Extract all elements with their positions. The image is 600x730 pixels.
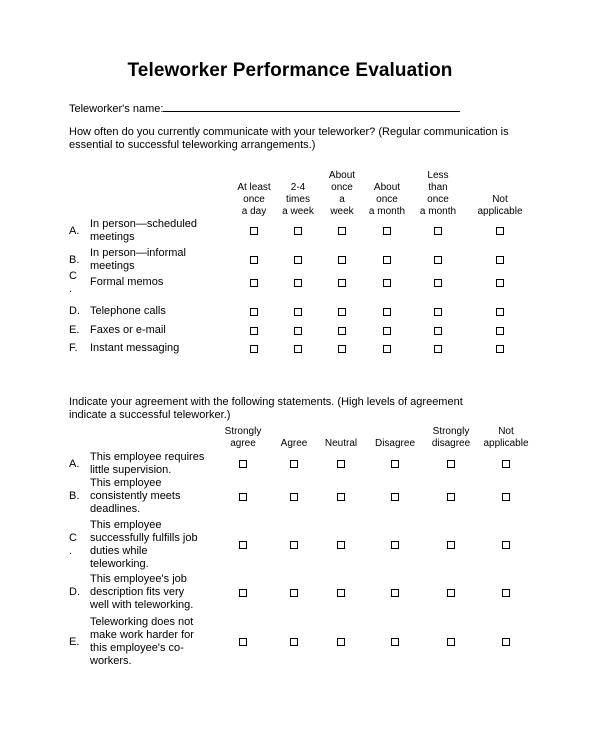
agreement-column-header	[325, 438, 357, 450]
frequency-checkbox[interactable]	[434, 227, 442, 235]
agreement-checkbox[interactable]	[337, 493, 345, 501]
agreement-column-header-line: Strongly	[432, 426, 470, 437]
frequency-row-label-line: In person—scheduled	[90, 218, 198, 230]
frequency-checkbox[interactable]	[434, 279, 442, 287]
agreement-row-label-line: This employee	[90, 477, 162, 489]
frequency-column-header	[282, 182, 314, 218]
agreement-row-letter: B.	[69, 490, 80, 502]
agreement-checkbox[interactable]	[290, 589, 298, 597]
frequency-column-header-line: once	[427, 194, 449, 205]
teleworker-name-field[interactable]	[69, 101, 460, 115]
frequency-checkbox[interactable]	[383, 327, 391, 335]
frequency-checkbox[interactable]	[250, 327, 258, 335]
frequency-checkbox[interactable]	[338, 327, 346, 335]
frequency-row-letter: B.	[69, 253, 80, 266]
agreement-checkbox[interactable]	[239, 541, 247, 549]
agreement-checkbox[interactable]	[239, 460, 247, 468]
frequency-row-label	[90, 276, 163, 289]
agreement-row-label-line: This employee requires	[90, 451, 205, 463]
frequency-checkbox[interactable]	[250, 227, 258, 235]
agreement-checkbox[interactable]	[447, 638, 455, 646]
frequency-checkbox[interactable]	[294, 256, 302, 264]
agreement-column-header-line: Not	[498, 426, 514, 437]
agreement-row-label-line: this employee's co-	[90, 642, 184, 654]
frequency-checkbox[interactable]	[496, 308, 504, 316]
frequency-column-header-line: week	[330, 206, 354, 217]
frequency-column-header-line: than	[428, 182, 448, 193]
agreement-row-letter: E.	[69, 635, 80, 648]
agreement-row-label-line: description fits very	[90, 586, 185, 598]
agreement-row-label-line: deadlines.	[90, 503, 141, 515]
frequency-column-header-line: Less	[427, 170, 449, 181]
frequency-checkbox[interactable]	[250, 345, 258, 353]
agreement-column-header-line: applicable	[483, 438, 529, 449]
frequency-column-header-line: 2-4	[290, 182, 306, 193]
frequency-row-letter: C .	[69, 269, 77, 295]
frequency-checkbox[interactable]	[496, 327, 504, 335]
frequency-checkbox[interactable]	[383, 279, 391, 287]
question-agreement: Indicate your agreement with the following statements. (High levels of agreement indicate a successful teleworker.)	[69, 396, 463, 421]
frequency-row-label-line: meetings	[90, 260, 135, 272]
frequency-checkbox[interactable]	[338, 345, 346, 353]
frequency-checkbox[interactable]	[294, 327, 302, 335]
agreement-row-label	[90, 573, 193, 612]
frequency-checkbox[interactable]	[294, 279, 302, 287]
frequency-checkbox[interactable]	[250, 256, 258, 264]
frequency-checkbox[interactable]	[434, 308, 442, 316]
frequency-checkbox[interactable]	[434, 345, 442, 353]
agreement-checkbox[interactable]	[502, 541, 510, 549]
agreement-column-header	[225, 426, 262, 450]
frequency-column-header-line: a week	[282, 206, 314, 217]
agreement-checkbox[interactable]	[502, 638, 510, 646]
agreement-column-header	[432, 426, 470, 450]
frequency-checkbox[interactable]	[383, 227, 391, 235]
frequency-column-header	[329, 170, 355, 218]
agreement-column-header-line: Disagree	[374, 438, 416, 449]
agreement-column-header	[483, 426, 528, 450]
frequency-column-header-line: About	[373, 182, 401, 193]
question-communication: How often do you currently communicate with your teleworker? (Regular communication is essential to successful teleworking arrangements.)	[69, 126, 509, 151]
frequency-row-letter: F.	[69, 342, 78, 354]
agreement-checkbox[interactable]	[290, 541, 298, 549]
agreement-checkbox[interactable]	[502, 589, 510, 597]
agreement-checkbox[interactable]	[337, 589, 345, 597]
frequency-column-header-line: times	[286, 194, 310, 205]
agreement-checkbox[interactable]	[337, 541, 345, 549]
frequency-column-header-line: About	[328, 170, 356, 181]
agreement-column-header-line: agree	[230, 438, 256, 449]
agreement-checkbox[interactable]	[502, 493, 510, 501]
frequency-column-header-line: once	[376, 194, 398, 205]
agreement-checkbox[interactable]	[391, 589, 399, 597]
frequency-row-label	[90, 305, 166, 318]
frequency-row-label	[90, 324, 166, 337]
frequency-column-header-line: a	[339, 194, 345, 205]
frequency-checkbox[interactable]	[250, 308, 258, 316]
frequency-row-label	[90, 342, 179, 355]
frequency-row-label-line: Faxes or e-mail	[90, 324, 166, 336]
agreement-row-label-line: workers.	[90, 655, 132, 667]
agreement-row-label	[90, 616, 194, 668]
teleworker-name-label: Teleworker's name:	[69, 103, 164, 115]
agreement-checkbox[interactable]	[391, 638, 399, 646]
agreement-checkbox[interactable]	[502, 460, 510, 468]
agreement-row-label-line: make work harder for	[90, 629, 194, 641]
frequency-checkbox[interactable]	[496, 345, 504, 353]
frequency-checkbox[interactable]	[496, 227, 504, 235]
frequency-checkbox[interactable]	[496, 279, 504, 287]
agreement-checkbox[interactable]	[290, 638, 298, 646]
frequency-column-header-line: Not	[492, 194, 508, 205]
agreement-checkbox[interactable]	[337, 638, 345, 646]
agreement-checkbox[interactable]	[239, 493, 247, 501]
agreement-column-header-line: Neutral	[324, 438, 358, 449]
agreement-checkbox[interactable]	[239, 638, 247, 646]
frequency-column-header	[420, 170, 456, 218]
frequency-checkbox[interactable]	[338, 227, 346, 235]
frequency-column-header	[369, 182, 405, 218]
frequency-checkbox[interactable]	[383, 256, 391, 264]
frequency-row-label	[90, 218, 197, 244]
frequency-row-label-line: Telephone calls	[90, 305, 166, 317]
agreement-column-header	[281, 438, 308, 450]
agreement-row-letter: D.	[69, 586, 80, 598]
frequency-checkbox[interactable]	[434, 327, 442, 335]
frequency-checkbox[interactable]	[294, 227, 302, 235]
agreement-row-letter: A.	[69, 457, 80, 470]
frequency-row-letter: E.	[69, 324, 80, 336]
frequency-row-label	[90, 247, 186, 273]
agreement-row-label	[90, 477, 180, 516]
frequency-checkbox[interactable]	[434, 256, 442, 264]
frequency-checkbox[interactable]	[383, 345, 391, 353]
page-title: Teleworker Performance Evaluation	[127, 60, 453, 81]
agreement-checkbox[interactable]	[391, 541, 399, 549]
agreement-checkbox[interactable]	[447, 460, 455, 468]
agreement-column-header	[375, 438, 415, 450]
frequency-checkbox[interactable]	[294, 345, 302, 353]
agreement-row-label-line: This employee	[90, 519, 162, 531]
agreement-row-label	[90, 451, 204, 477]
frequency-row-label-line: meetings	[90, 231, 135, 243]
frequency-column-header-line: once	[331, 182, 353, 193]
frequency-checkbox[interactable]	[496, 256, 504, 264]
frequency-row-label-line: Formal memos	[90, 276, 164, 288]
agreement-checkbox[interactable]	[447, 589, 455, 597]
frequency-column-header	[477, 194, 522, 218]
agreement-checkbox[interactable]	[290, 493, 298, 501]
agreement-row-letter: C .	[69, 532, 77, 557]
agreement-row-label-line: little supervision.	[90, 464, 172, 476]
frequency-checkbox[interactable]	[383, 308, 391, 316]
agreement-checkbox[interactable]	[447, 541, 455, 549]
agreement-column-header-line: Strongly	[224, 426, 262, 437]
frequency-row-label-line: Instant messaging	[90, 342, 180, 354]
frequency-checkbox[interactable]	[338, 308, 346, 316]
agreement-row-label-line: teleworking.	[90, 558, 149, 570]
agreement-row-label	[90, 519, 198, 571]
frequency-column-header-line: once	[243, 194, 265, 205]
agreement-checkbox[interactable]	[391, 460, 399, 468]
agreement-checkbox[interactable]	[290, 460, 298, 468]
frequency-row-letter: A.	[69, 224, 80, 237]
name-blank-line[interactable]	[163, 101, 460, 112]
agreement-row-label-line: duties while	[90, 545, 148, 557]
frequency-row-label-line: In person—informal	[90, 247, 186, 259]
agreement-checkbox[interactable]	[391, 493, 399, 501]
frequency-column-header	[237, 182, 270, 218]
agreement-row-label-line: consistently meets	[90, 490, 181, 502]
agreement-checkbox[interactable]	[447, 493, 455, 501]
agreement-row-label-line: Teleworking does not	[90, 616, 194, 628]
frequency-column-header-line: applicable	[477, 206, 523, 217]
frequency-checkbox[interactable]	[250, 279, 258, 287]
agreement-column-header-line: disagree	[431, 438, 471, 449]
agreement-row-label-line: This employee's job	[90, 573, 187, 585]
agreement-row-label-line: successfully fulfills job	[90, 532, 198, 544]
frequency-column-header-line: a month	[368, 206, 406, 217]
agreement-checkbox[interactable]	[337, 460, 345, 468]
frequency-row-letter: D.	[69, 305, 80, 317]
frequency-column-header-line: At least	[237, 182, 271, 193]
agreement-column-header-line: Agree	[280, 438, 308, 449]
frequency-column-header-line: a month	[419, 206, 457, 217]
agreement-row-label-line: well with teleworking.	[90, 599, 194, 611]
frequency-checkbox[interactable]	[338, 279, 346, 287]
frequency-column-header-line: a day	[241, 206, 267, 217]
agreement-checkbox[interactable]	[239, 589, 247, 597]
frequency-checkbox[interactable]	[338, 256, 346, 264]
frequency-checkbox[interactable]	[294, 308, 302, 316]
